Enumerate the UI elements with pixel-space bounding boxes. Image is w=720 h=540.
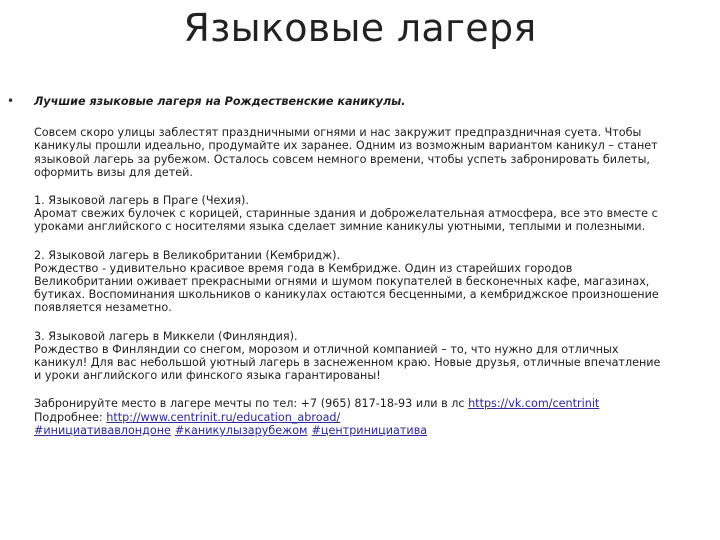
- more-label: Подробнее:: [34, 410, 107, 424]
- article-heading: Лучшие языковые лагеря на Рождественские каникулы.: [34, 95, 406, 108]
- camp-mikkeli-line: Рождество в Финляндии со снегом, морозом и отличной компанией – то, что нужно для отличных: [34, 342, 619, 356]
- camp-cambridge-title: 2. Языковой лагерь в Великобритании (Кембридж).: [34, 248, 341, 262]
- slide-body: [34, 95, 706, 437]
- camp-mikkeli-paragraph: [34, 330, 706, 383]
- hashtag-link[interactable]: #инициативавлондоне: [34, 423, 171, 437]
- contact-paragraph: [34, 397, 706, 437]
- intro-paragraph: [34, 126, 706, 179]
- camp-cambridge-line: появляется незаметно.: [34, 301, 172, 315]
- booking-text: Забронируйте место в лагере мечты по тел: +7 (965) 817-18-93 или в лс: [34, 397, 469, 411]
- vk-link[interactable]: https://vk.com/centrinit: [468, 397, 600, 411]
- camp-prague-title: 1. Языковой лагерь в Праге (Чехия).: [34, 194, 249, 208]
- camp-mikkeli-line: каникул! Для вас небольшой уютный лагерь в заснеженном краю. Новые друзья, отличные впечатление: [34, 356, 661, 370]
- camp-prague-paragraph: [34, 194, 706, 234]
- hashtag-link[interactable]: #центринициатива: [311, 423, 428, 437]
- camp-cambridge-line: Рождество - удивительно красивое время года в Кембридже. Один из старейших городов: [34, 261, 573, 275]
- camp-mikkeli-line: и уроки английского или финского языка гарантированы!: [34, 369, 381, 383]
- slide-title: Языковые лагеря: [183, 6, 537, 50]
- camp-cambridge-paragraph: [34, 249, 706, 315]
- intro-line: оформить визы для детей.: [34, 165, 193, 179]
- bullet-marker: •: [7, 94, 15, 108]
- camp-cambridge-line: бутиках. Воспоминания школьников о каникулах остаются бесценными, а кембриджское произношение: [34, 288, 659, 302]
- camp-prague-line: уроками английского с носителями языка сделает зимние каникулы уютными, теплыми и полезными.: [34, 220, 646, 234]
- camp-cambridge-line: Великобритании оживает прекрасными огнями и шумом покупателей в бесконечных кафе, магазинах,: [34, 275, 650, 289]
- intro-line: языковой лагерь за рубежом. Осталось совсем немного времени, чтобы успеть забронировать билеты,: [34, 152, 650, 166]
- hashtag-link[interactable]: #каникулызарубежом: [174, 423, 308, 437]
- site-link[interactable]: http://www.centrinit.ru/education_abroad/: [106, 410, 341, 424]
- camp-prague-line: Аромат свежих булочек с корицей, старинные здания и доброжелательная атмосфера, все это вместе с: [34, 207, 658, 221]
- booking-line: [34, 397, 706, 410]
- hashtags-line: [34, 424, 706, 437]
- more-line: [34, 411, 706, 424]
- camp-mikkeli-title: 3. Языковой лагерь в Миккели (Финляндия).: [34, 329, 298, 343]
- intro-line: каникулы прошли идеально, продумайте их заранее. Одним из возможным вариантом каникул – станет: [34, 139, 658, 153]
- intro-line: Совсем скоро улицы заблестят праздничными огнями и нас закружит предпраздничная суета. Чтобы: [34, 126, 642, 140]
